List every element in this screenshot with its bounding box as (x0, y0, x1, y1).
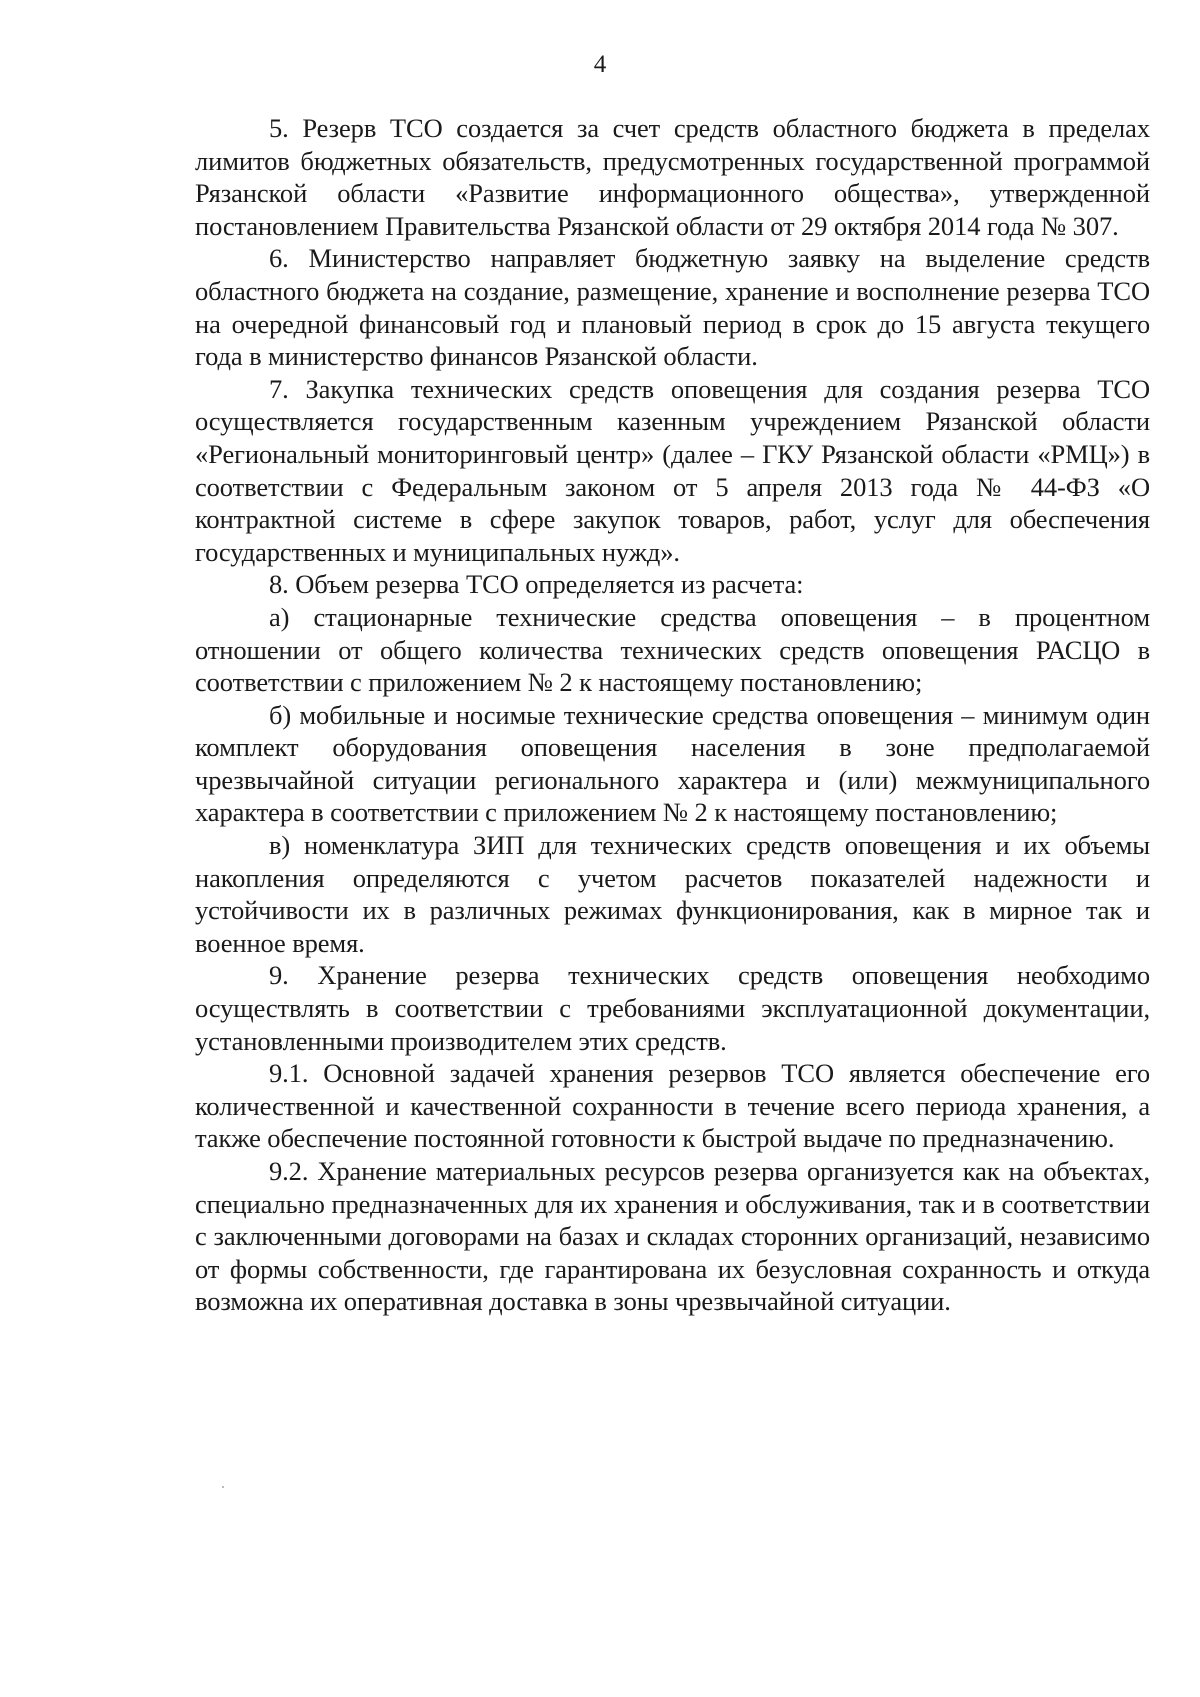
paragraph-7: 7. Закупка технических средств оповещения для создания резерва ТСО осуществляется государственным казенным учреждением Рязанской области «Региональный мониторинговый центр» (далее – ГКУ Рязанской области «РМЦ») в соответствии с Федеральным законом от 5 апреля 2013 года № 44-ФЗ «О контрактной системе в сфере закупок товаров, работ, услуг для обеспечения государственных и муниципальных нужд». (195, 373, 1150, 567)
scan-speck (222, 1486, 224, 1488)
paragraph-8a: а) стационарные технические средства оповещения – в процентном отношении от общего количества технических средств оповещения РАСЦО в соответствии с приложением № 2 к настоящему постановлению; (195, 601, 1150, 698)
page-number: 4 (593, 51, 607, 78)
document-body (195, 112, 1150, 1318)
paragraph-8b: б) мобильные и носимые технические средства оповещения – минимум один комплект оборудования оповещения населения в зоне предполагаемой чрезвычайной ситуации регионального характера и (или) межмуниципального характера в соответствии с приложением № 2 к настоящему постановлению; (195, 699, 1150, 828)
paragraph-9: 9. Хранение резерва технических средств оповещения необходимо осуществлять в соответствии с требованиями эксплуатационной документации, установленными производителем этих средств. (195, 960, 1150, 1056)
paragraph-8: 8. Объем резерва ТСО определяется из расчета: (269, 569, 804, 600)
paragraph-9-1: 9.1. Основной задачей хранения резервов ТСО является обеспечение его количественной и качественной сохранности в течение всего периода хранения, а также обеспечение постоянной готовности к быстрой выдаче по предназначению. (195, 1058, 1150, 1154)
paragraph-6: 6. Министерство направляет бюджетную заявку на выделение средств областного бюджета на создание, размещение, хранение и восполнение резерва ТСО на очередной финансовый год и плановый период в срок до 15 августа текущего года в министерство финансов Рязанской области. (195, 243, 1150, 372)
paragraph-5: 5. Резерв ТСО создается за счет средств областного бюджета в пределах лимитов бюджетных обязательств, предусмотренных государственной программой Рязанской области «Развитие информационного общества», утвержденной постановлением Правительства Рязанской области от 29 октября 2014 года № 307. (195, 113, 1150, 241)
paragraph-8v: в) номенклатура ЗИП для технических средств оповещения и их объемы накопления определяются с учетом расчетов показателей надежности и устойчивости их в различных режимах функционирования, как в мирное так и военное время. (195, 830, 1150, 958)
paragraph-9-2: 9.2. Хранение материальных ресурсов резерва организуется как на объектах, специально предназначенных для их хранения и обслуживания, так и в соответствии с заключенными договорами на базах и складах сторонних организаций, независимо от формы собственности, где гарантирована их безусловная сохранность и откуда возможна их оперативная доставка в зоны чрезвычайной ситуации. (195, 1156, 1150, 1317)
